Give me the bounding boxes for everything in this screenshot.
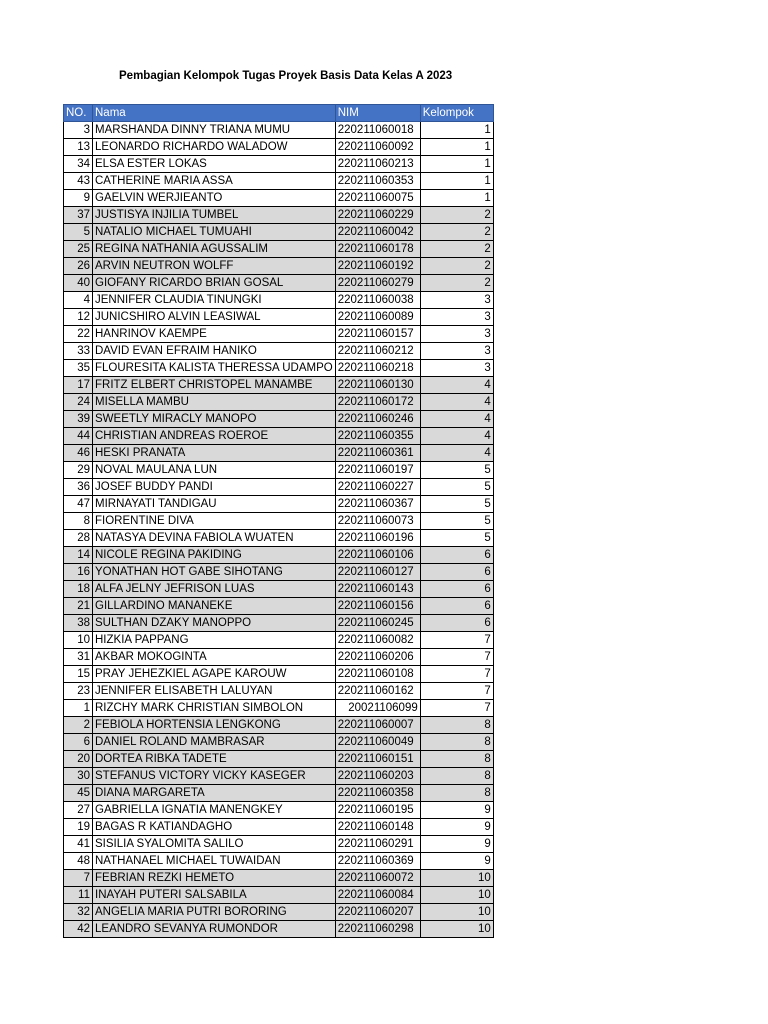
cell-nim: 220211060361 [335, 445, 420, 462]
cell-nim: 220211060082 [335, 632, 420, 649]
cell-no: 45 [64, 785, 93, 802]
cell-no: 2 [64, 717, 93, 734]
table-row [64, 785, 494, 802]
cell-nim: 220211060108 [335, 666, 420, 683]
table-row [64, 564, 494, 581]
cell-no: 6 [64, 734, 93, 751]
cell-nim: 220211060127 [335, 564, 420, 581]
cell-group: 4 [420, 394, 493, 411]
cell-nim: 20021106099 [335, 700, 420, 717]
cell-no: 24 [64, 394, 93, 411]
cell-group: 3 [420, 292, 493, 309]
cell-group: 4 [420, 411, 493, 428]
cell-nim: 220211060218 [335, 360, 420, 377]
cell-nim: 220211060084 [335, 887, 420, 904]
cell-name: NOVAL MAULANA LUN [93, 462, 336, 479]
cell-group: 6 [420, 581, 493, 598]
table-row [64, 207, 494, 224]
cell-name: DANIEL ROLAND MAMBRASAR [93, 734, 336, 751]
cell-no: 44 [64, 428, 93, 445]
table-row [64, 326, 494, 343]
cell-no: 16 [64, 564, 93, 581]
cell-no: 5 [64, 224, 93, 241]
cell-no: 29 [64, 462, 93, 479]
cell-name: JUNICSHIRO ALVIN LEASIWAL [93, 309, 336, 326]
cell-no: 34 [64, 156, 93, 173]
cell-name: HANRINOV KAEMPE [93, 326, 336, 343]
cell-name: INAYAH PUTERI SALSABILA [93, 887, 336, 904]
cell-no: 46 [64, 445, 93, 462]
cell-group: 5 [420, 496, 493, 513]
cell-group: 9 [420, 836, 493, 853]
cell-group: 1 [420, 190, 493, 207]
cell-name: PRAY JEHEZKIEL AGAPE KAROUW [93, 666, 336, 683]
cell-name: SISILIA SYALOMITA SALILO [93, 836, 336, 853]
table-row [64, 292, 494, 309]
cell-no: 3 [64, 122, 93, 139]
table-row [64, 632, 494, 649]
table-row [64, 173, 494, 190]
cell-name: GIOFANY RICARDO BRIAN GOSAL [93, 275, 336, 292]
cell-nim: 220211060246 [335, 411, 420, 428]
cell-no: 39 [64, 411, 93, 428]
table-row [64, 275, 494, 292]
cell-no: 40 [64, 275, 93, 292]
table-row [64, 717, 494, 734]
table-row [64, 496, 494, 513]
cell-group: 9 [420, 802, 493, 819]
table-row [64, 887, 494, 904]
cell-group: 6 [420, 547, 493, 564]
cell-nim: 220211060018 [335, 122, 420, 139]
cell-no: 1 [64, 700, 93, 717]
cell-name: GABRIELLA IGNATIA MANENGKEY [93, 802, 336, 819]
cell-name: ALFA JELNY JEFRISON LUAS [93, 581, 336, 598]
table-row [64, 581, 494, 598]
table-row [64, 360, 494, 377]
table-row [64, 309, 494, 326]
table-row [64, 666, 494, 683]
cell-group: 6 [420, 564, 493, 581]
cell-group: 10 [420, 921, 493, 938]
cell-group: 10 [420, 904, 493, 921]
cell-nim: 220211060367 [335, 496, 420, 513]
cell-no: 32 [64, 904, 93, 921]
cell-group: 2 [420, 258, 493, 275]
cell-name: DIANA MARGARETA [93, 785, 336, 802]
cell-name: DAVID EVAN EFRAIM HANIKO [93, 343, 336, 360]
cell-nim: 220211060358 [335, 785, 420, 802]
cell-no: 10 [64, 632, 93, 649]
document-title: Pembagian Kelompok Tugas Proyek Basis Data Kelas A 2023 [119, 70, 453, 82]
table-row [64, 768, 494, 785]
cell-group: 4 [420, 445, 493, 462]
cell-nim: 220211060192 [335, 258, 420, 275]
header-no: NO. [64, 105, 93, 122]
cell-group: 1 [420, 156, 493, 173]
cell-no: 7 [64, 870, 93, 887]
cell-no: 37 [64, 207, 93, 224]
cell-no: 48 [64, 853, 93, 870]
table-row [64, 853, 494, 870]
cell-group: 5 [420, 462, 493, 479]
cell-no: 8 [64, 513, 93, 530]
table-row [64, 649, 494, 666]
cell-group: 3 [420, 360, 493, 377]
cell-group: 5 [420, 530, 493, 547]
table-row [64, 547, 494, 564]
table-row [64, 224, 494, 241]
cell-nim: 220211060148 [335, 819, 420, 836]
cell-nim: 220211060075 [335, 190, 420, 207]
cell-group: 3 [420, 326, 493, 343]
cell-no: 9 [64, 190, 93, 207]
cell-no: 41 [64, 836, 93, 853]
cell-nim: 220211060172 [335, 394, 420, 411]
cell-name: HIZKIA PAPPANG [93, 632, 336, 649]
cell-name: FEBRIAN REZKI HEMETO [93, 870, 336, 887]
cell-name: STEFANUS VICTORY VICKY KASEGER [93, 768, 336, 785]
cell-no: 26 [64, 258, 93, 275]
cell-no: 31 [64, 649, 93, 666]
cell-no: 21 [64, 598, 93, 615]
group-table [63, 104, 494, 938]
table-row [64, 700, 494, 717]
cell-group: 8 [420, 734, 493, 751]
cell-group: 7 [420, 632, 493, 649]
cell-name: NATASYA DEVINA FABIOLA WUATEN [93, 530, 336, 547]
cell-nim: 220211060038 [335, 292, 420, 309]
cell-name: MISELLA MAMBU [93, 394, 336, 411]
cell-no: 47 [64, 496, 93, 513]
cell-name: ARVIN NEUTRON WOLFF [93, 258, 336, 275]
cell-group: 8 [420, 751, 493, 768]
cell-name: MARSHANDA DINNY TRIANA MUMU [93, 122, 336, 139]
cell-name: NATALIO MICHAEL TUMUAHI [93, 224, 336, 241]
cell-name: HESKI PRANATA [93, 445, 336, 462]
cell-group: 7 [420, 649, 493, 666]
cell-name: JENNIFER CLAUDIA TINUNGKI [93, 292, 336, 309]
cell-group: 7 [420, 700, 493, 717]
table-row [64, 819, 494, 836]
cell-name: FLOURESITA KALISTA THERESSA UDAMPO [93, 360, 336, 377]
cell-group: 3 [420, 309, 493, 326]
cell-no: 30 [64, 768, 93, 785]
cell-group: 1 [420, 173, 493, 190]
cell-nim: 220211060151 [335, 751, 420, 768]
cell-nim: 220211060195 [335, 802, 420, 819]
cell-no: 13 [64, 139, 93, 156]
table-row [64, 462, 494, 479]
table-row [64, 479, 494, 496]
table-body [64, 122, 494, 938]
cell-no: 42 [64, 921, 93, 938]
cell-nim: 220211060092 [335, 139, 420, 156]
cell-nim: 220211060353 [335, 173, 420, 190]
cell-no: 17 [64, 377, 93, 394]
cell-name: FRITZ ELBERT CHRISTOPEL MANAMBE [93, 377, 336, 394]
table-row [64, 241, 494, 258]
cell-no: 14 [64, 547, 93, 564]
cell-nim: 220211060197 [335, 462, 420, 479]
cell-nim: 220211060369 [335, 853, 420, 870]
cell-name: YONATHAN HOT GABE SIHOTANG [93, 564, 336, 581]
cell-name: DORTEA RIBKA TADETE [93, 751, 336, 768]
cell-no: 23 [64, 683, 93, 700]
cell-name: GAELVIN WERJIEANTO [93, 190, 336, 207]
cell-nim: 220211060245 [335, 615, 420, 632]
cell-name: CHRISTIAN ANDREAS ROEROE [93, 428, 336, 445]
table-row [64, 139, 494, 156]
cell-group: 2 [420, 241, 493, 258]
header-group: Kelompok [420, 105, 493, 122]
cell-no: 25 [64, 241, 93, 258]
cell-no: 19 [64, 819, 93, 836]
cell-nim: 220211060196 [335, 530, 420, 547]
cell-group: 6 [420, 615, 493, 632]
cell-nim: 220211060089 [335, 309, 420, 326]
cell-name: SWEETLY MIRACLY MANOPO [93, 411, 336, 428]
cell-no: 28 [64, 530, 93, 547]
cell-nim: 220211060355 [335, 428, 420, 445]
cell-nim: 220211060227 [335, 479, 420, 496]
cell-nim: 220211060049 [335, 734, 420, 751]
table-row [64, 802, 494, 819]
cell-group: 4 [420, 428, 493, 445]
cell-group: 8 [420, 717, 493, 734]
cell-group: 2 [420, 275, 493, 292]
table-row [64, 530, 494, 547]
cell-name: ANGELIA MARIA PUTRI BORORING [93, 904, 336, 921]
cell-name: SULTHAN DZAKY MANOPPO [93, 615, 336, 632]
cell-nim: 220211060178 [335, 241, 420, 258]
table-row [64, 377, 494, 394]
cell-group: 2 [420, 224, 493, 241]
cell-name: NATHANAEL MICHAEL TUWAIDAN [93, 853, 336, 870]
cell-name: NICOLE REGINA PAKIDING [93, 547, 336, 564]
table-row [64, 411, 494, 428]
table-row [64, 904, 494, 921]
cell-nim: 220211060203 [335, 768, 420, 785]
cell-name: AKBAR MOKOGINTA [93, 649, 336, 666]
cell-no: 38 [64, 615, 93, 632]
cell-name: CATHERINE MARIA ASSA [93, 173, 336, 190]
cell-group: 3 [420, 343, 493, 360]
cell-group: 10 [420, 887, 493, 904]
cell-group: 2 [420, 207, 493, 224]
cell-nim: 220211060042 [335, 224, 420, 241]
table-row [64, 445, 494, 462]
cell-group: 4 [420, 377, 493, 394]
cell-group: 10 [420, 870, 493, 887]
cell-name: FIORENTINE DIVA [93, 513, 336, 530]
cell-group: 7 [420, 666, 493, 683]
table-row [64, 751, 494, 768]
cell-nim: 220211060206 [335, 649, 420, 666]
table-row [64, 836, 494, 853]
cell-name: RIZCHY MARK CHRISTIAN SIMBOLON [93, 700, 336, 717]
cell-name: JOSEF BUDDY PANDI [93, 479, 336, 496]
cell-nim: 220211060212 [335, 343, 420, 360]
table-row [64, 428, 494, 445]
cell-nim: 220211060162 [335, 683, 420, 700]
table-row [64, 190, 494, 207]
table-row [64, 683, 494, 700]
cell-nim: 220211060130 [335, 377, 420, 394]
cell-no: 12 [64, 309, 93, 326]
table-row [64, 598, 494, 615]
cell-group: 8 [420, 768, 493, 785]
cell-nim: 220211060073 [335, 513, 420, 530]
table-row [64, 921, 494, 938]
table-row [64, 734, 494, 751]
header-name: Nama [93, 105, 336, 122]
table-row [64, 394, 494, 411]
cell-nim: 220211060229 [335, 207, 420, 224]
table-header-row [64, 105, 494, 122]
cell-group: 6 [420, 598, 493, 615]
cell-name: REGINA NATHANIA AGUSSALIM [93, 241, 336, 258]
table-row [64, 870, 494, 887]
cell-group: 1 [420, 122, 493, 139]
cell-nim: 220211060007 [335, 717, 420, 734]
cell-no: 18 [64, 581, 93, 598]
header-nim: NIM [335, 105, 420, 122]
cell-name: ELSA ESTER LOKAS [93, 156, 336, 173]
cell-no: 43 [64, 173, 93, 190]
cell-name: FEBIOLA HORTENSIA LENGKONG [93, 717, 336, 734]
cell-nim: 220211060213 [335, 156, 420, 173]
cell-nim: 220211060298 [335, 921, 420, 938]
cell-name: BAGAS R KATIANDAGHO [93, 819, 336, 836]
table-row [64, 343, 494, 360]
cell-no: 22 [64, 326, 93, 343]
table-row [64, 122, 494, 139]
cell-nim: 220211060072 [335, 870, 420, 887]
cell-name: JENNIFER ELISABETH LALUYAN [93, 683, 336, 700]
cell-nim: 220211060279 [335, 275, 420, 292]
cell-nim: 220211060157 [335, 326, 420, 343]
cell-no: 4 [64, 292, 93, 309]
table-row [64, 156, 494, 173]
cell-group: 9 [420, 853, 493, 870]
cell-no: 36 [64, 479, 93, 496]
cell-group: 9 [420, 819, 493, 836]
cell-group: 7 [420, 683, 493, 700]
cell-name: JUSTISYA INJILIA TUMBEL [93, 207, 336, 224]
cell-nim: 220211060143 [335, 581, 420, 598]
cell-no: 33 [64, 343, 93, 360]
cell-name: GILLARDINO MANANEKE [93, 598, 336, 615]
cell-name: MIRNAYATI TANDIGAU [93, 496, 336, 513]
cell-name: LEONARDO RICHARDO WALADOW [93, 139, 336, 156]
cell-group: 5 [420, 513, 493, 530]
table-row [64, 513, 494, 530]
cell-nim: 220211060207 [335, 904, 420, 921]
cell-nim: 220211060156 [335, 598, 420, 615]
cell-group: 8 [420, 785, 493, 802]
cell-nim: 220211060291 [335, 836, 420, 853]
table-row [64, 258, 494, 275]
cell-group: 5 [420, 479, 493, 496]
table-row [64, 615, 494, 632]
cell-no: 27 [64, 802, 93, 819]
cell-no: 35 [64, 360, 93, 377]
cell-no: 15 [64, 666, 93, 683]
cell-no: 11 [64, 887, 93, 904]
cell-group: 1 [420, 139, 493, 156]
cell-name: LEANDRO SEVANYA RUMONDOR [93, 921, 336, 938]
cell-nim: 220211060106 [335, 547, 420, 564]
cell-no: 20 [64, 751, 93, 768]
